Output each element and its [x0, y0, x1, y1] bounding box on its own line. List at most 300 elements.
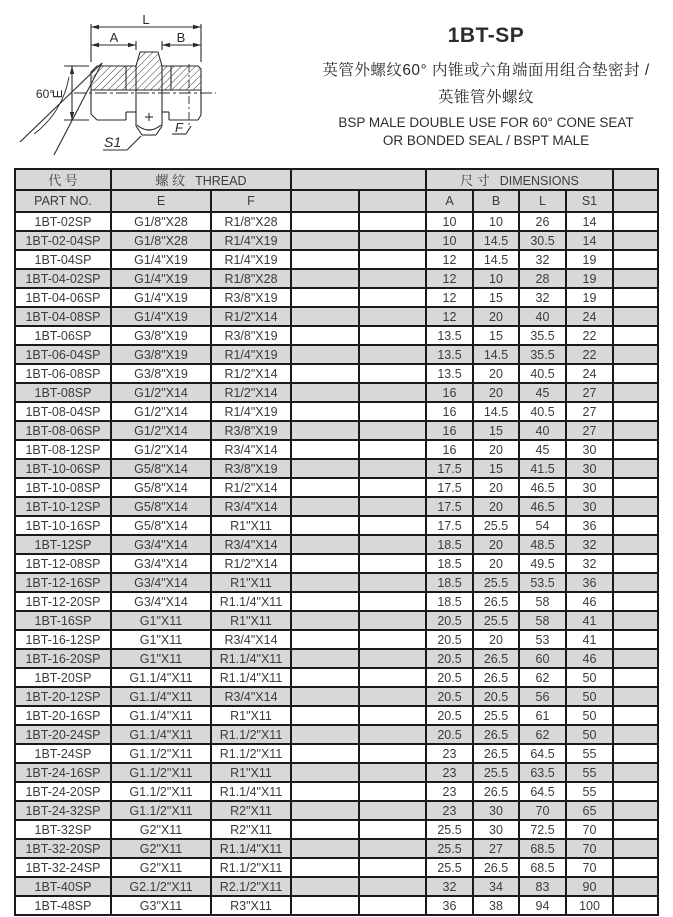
cell-blank	[359, 801, 426, 820]
cell-dim-l: 46.5	[519, 497, 566, 516]
cell-blank	[291, 250, 359, 269]
cell-blank	[613, 554, 658, 573]
cell-thread-e: G2"X11	[111, 839, 211, 858]
cell-dim-a: 25.5	[426, 839, 473, 858]
cell-blank	[613, 839, 658, 858]
cell-blank	[613, 896, 658, 915]
cell-blank	[359, 212, 426, 231]
table-row	[15, 649, 658, 668]
header-part-no-en: PART NO.	[15, 190, 111, 212]
cell-dim-a: 18.5	[426, 554, 473, 573]
table-row	[15, 212, 658, 231]
cell-blank	[359, 630, 426, 649]
cell-part-no: 1BT-02-04SP	[15, 231, 111, 250]
cell-blank	[291, 554, 359, 573]
cell-dim-b: 27	[473, 839, 519, 858]
cell-dim-a: 25.5	[426, 858, 473, 877]
cell-thread-e: G1.1/2"X11	[111, 763, 211, 782]
cell-part-no: 1BT-20-24SP	[15, 725, 111, 744]
cell-dim-s1: 50	[566, 687, 613, 706]
table-row	[15, 573, 658, 592]
cell-thread-e: G1/4"X19	[111, 307, 211, 326]
cell-dim-a: 16	[426, 440, 473, 459]
cell-dim-s1: 46	[566, 592, 613, 611]
cell-dim-l: 62	[519, 725, 566, 744]
cell-thread-f: R1/2"X14	[211, 364, 291, 383]
cell-blank	[613, 364, 658, 383]
cell-part-no: 1BT-06-04SP	[15, 345, 111, 364]
cell-dim-a: 20.5	[426, 649, 473, 668]
cell-dim-s1: 100	[566, 896, 613, 915]
table-header	[15, 169, 658, 212]
cell-dim-s1: 27	[566, 402, 613, 421]
cell-dim-b: 14.5	[473, 402, 519, 421]
cell-dim-s1: 30	[566, 459, 613, 478]
cell-dim-a: 20.5	[426, 687, 473, 706]
cell-blank	[613, 421, 658, 440]
cell-blank	[613, 706, 658, 725]
cell-thread-f: R2"X11	[211, 820, 291, 839]
header-thread-group: 螺 纹 THREAD	[111, 169, 291, 190]
cell-blank	[613, 858, 658, 877]
cell-blank	[291, 839, 359, 858]
cell-dim-b: 15	[473, 421, 519, 440]
cell-dim-a: 23	[426, 744, 473, 763]
cell-dim-l: 40.5	[519, 402, 566, 421]
cell-part-no: 1BT-10-08SP	[15, 478, 111, 497]
cell-dim-a: 12	[426, 250, 473, 269]
spec-table	[14, 168, 659, 916]
cell-blank	[359, 535, 426, 554]
cell-blank	[359, 763, 426, 782]
cell-dim-a: 20.5	[426, 706, 473, 725]
cell-thread-f: R3/4"X14	[211, 535, 291, 554]
cell-blank	[359, 516, 426, 535]
cell-dim-a: 17.5	[426, 516, 473, 535]
cell-dim-l: 58	[519, 611, 566, 630]
cell-dim-a: 12	[426, 307, 473, 326]
cell-blank	[613, 516, 658, 535]
cell-dim-s1: 32	[566, 535, 613, 554]
cell-part-no: 1BT-12-16SP	[15, 573, 111, 592]
subtitle-english-line1: BSP MALE DOUBLE USE FOR 60° CONE SEAT	[338, 115, 634, 130]
cell-dim-b: 26.5	[473, 725, 519, 744]
cell-blank	[359, 231, 426, 250]
cell-blank	[359, 307, 426, 326]
cell-dim-b: 14.5	[473, 250, 519, 269]
cell-blank	[359, 744, 426, 763]
cell-blank	[613, 459, 658, 478]
cell-dim-b: 34	[473, 877, 519, 896]
cell-dim-l: 83	[519, 877, 566, 896]
cell-dim-l: 35.5	[519, 326, 566, 345]
cell-thread-f: R1/4"X19	[211, 402, 291, 421]
cell-blank	[359, 649, 426, 668]
cell-blank	[291, 725, 359, 744]
cell-dim-s1: 19	[566, 250, 613, 269]
table-row	[15, 383, 658, 402]
cell-blank	[359, 858, 426, 877]
cell-blank	[359, 478, 426, 497]
cell-dim-l: 45	[519, 440, 566, 459]
cell-dim-l: 63.5	[519, 763, 566, 782]
header-col-e: E	[111, 190, 211, 212]
cell-dim-a: 18.5	[426, 535, 473, 554]
cell-dim-b: 15	[473, 459, 519, 478]
cell-thread-e: G2.1/2"X11	[111, 877, 211, 896]
cell-thread-e: G5/8"X14	[111, 478, 211, 497]
cell-thread-f: R1.1/4"X11	[211, 649, 291, 668]
table-row	[15, 782, 658, 801]
cell-thread-e: G1/4"X19	[111, 250, 211, 269]
cell-dim-l: 72.5	[519, 820, 566, 839]
cell-dim-a: 13.5	[426, 364, 473, 383]
cell-blank	[291, 801, 359, 820]
cell-dim-l: 48.5	[519, 535, 566, 554]
cell-dim-s1: 50	[566, 668, 613, 687]
cell-blank	[291, 744, 359, 763]
cell-blank	[291, 858, 359, 877]
cell-dim-b: 25.5	[473, 516, 519, 535]
cell-dim-s1: 70	[566, 839, 613, 858]
cell-thread-f: R1.1/2"X11	[211, 858, 291, 877]
cell-dim-l: 61	[519, 706, 566, 725]
cell-dim-b: 26.5	[473, 858, 519, 877]
table-row	[15, 364, 658, 383]
cell-thread-e: G1/2"X14	[111, 440, 211, 459]
cell-thread-f: R1"X11	[211, 706, 291, 725]
cell-dim-s1: 27	[566, 383, 613, 402]
cell-blank	[613, 744, 658, 763]
table-row	[15, 877, 658, 896]
cell-blank	[291, 440, 359, 459]
cell-dim-a: 17.5	[426, 478, 473, 497]
dim-label-f: F	[175, 120, 183, 135]
cell-dim-b: 10	[473, 212, 519, 231]
cell-dim-b: 25.5	[473, 706, 519, 725]
cell-blank	[359, 459, 426, 478]
table-row	[15, 554, 658, 573]
cell-dim-s1: 70	[566, 820, 613, 839]
table-row	[15, 478, 658, 497]
cell-dim-a: 20.5	[426, 725, 473, 744]
cell-blank	[613, 402, 658, 421]
cell-blank	[291, 231, 359, 250]
cell-part-no: 1BT-16SP	[15, 611, 111, 630]
cell-part-no: 1BT-06-08SP	[15, 364, 111, 383]
table-row	[15, 535, 658, 554]
cell-dim-b: 26.5	[473, 744, 519, 763]
cell-part-no: 1BT-16-20SP	[15, 649, 111, 668]
cell-thread-e: G1/8"X28	[111, 231, 211, 250]
cell-part-no: 1BT-16-12SP	[15, 630, 111, 649]
cell-blank	[291, 269, 359, 288]
cell-thread-f: R1/2"X14	[211, 383, 291, 402]
cell-part-no: 1BT-08-04SP	[15, 402, 111, 421]
cell-blank	[359, 896, 426, 915]
cell-blank	[291, 877, 359, 896]
cell-dim-l: 32	[519, 250, 566, 269]
cell-blank	[359, 782, 426, 801]
cell-blank	[291, 516, 359, 535]
cell-dim-b: 20	[473, 535, 519, 554]
cell-blank	[291, 212, 359, 231]
cell-dim-s1: 90	[566, 877, 613, 896]
cell-blank	[359, 687, 426, 706]
cell-dim-s1: 22	[566, 345, 613, 364]
cell-part-no: 1BT-04-02SP	[15, 269, 111, 288]
cell-dim-s1: 30	[566, 478, 613, 497]
cell-thread-f: R1"X11	[211, 763, 291, 782]
cell-thread-f: R3/4"X14	[211, 687, 291, 706]
page-title: 1BT-SP	[447, 24, 525, 47]
cell-part-no: 1BT-40SP	[15, 877, 111, 896]
cell-thread-f: R1/4"X19	[211, 231, 291, 250]
header-col-f: F	[211, 190, 291, 212]
cell-dim-s1: 50	[566, 725, 613, 744]
cell-dim-l: 94	[519, 896, 566, 915]
cell-dim-l: 30.5	[519, 231, 566, 250]
cell-dim-b: 26.5	[473, 668, 519, 687]
cell-thread-e: G2"X11	[111, 858, 211, 877]
cell-thread-e: G1.1/2"X11	[111, 801, 211, 820]
cell-part-no: 1BT-12-08SP	[15, 554, 111, 573]
cell-dim-l: 56	[519, 687, 566, 706]
header-blank-3	[613, 190, 658, 212]
dim-label-b: B	[176, 30, 186, 45]
cell-blank	[291, 630, 359, 649]
cell-dim-a: 23	[426, 782, 473, 801]
cell-dim-a: 12	[426, 269, 473, 288]
cell-dim-a: 18.5	[426, 592, 473, 611]
cell-blank	[613, 478, 658, 497]
cell-dim-l: 60	[519, 649, 566, 668]
cell-blank	[613, 307, 658, 326]
cell-dim-s1: 41	[566, 611, 613, 630]
cell-dim-l: 49.5	[519, 554, 566, 573]
cell-dim-b: 38	[473, 896, 519, 915]
cell-dim-l: 26	[519, 212, 566, 231]
cell-blank	[359, 573, 426, 592]
cell-blank	[291, 592, 359, 611]
cell-blank	[613, 250, 658, 269]
table-row	[15, 668, 658, 687]
cell-blank	[359, 725, 426, 744]
cell-dim-a: 10	[426, 231, 473, 250]
cell-dim-b: 20	[473, 497, 519, 516]
cell-thread-f: R3/4"X14	[211, 630, 291, 649]
cell-blank	[291, 345, 359, 364]
cell-dim-b: 26.5	[473, 592, 519, 611]
table-body	[15, 212, 658, 915]
cell-blank	[613, 269, 658, 288]
cell-dim-l: 68.5	[519, 858, 566, 877]
cell-thread-f: R1"X11	[211, 573, 291, 592]
cell-dim-s1: 24	[566, 364, 613, 383]
cell-part-no: 1BT-24-32SP	[15, 801, 111, 820]
cell-thread-f: R1/2"X14	[211, 307, 291, 326]
cell-blank	[613, 592, 658, 611]
cell-thread-f: R2.1/2"X11	[211, 877, 291, 896]
header-col-b: B	[473, 190, 519, 212]
cell-blank	[359, 497, 426, 516]
cell-thread-e: G5/8"X14	[111, 497, 211, 516]
cell-blank	[291, 364, 359, 383]
cell-thread-e: G3/4"X14	[111, 535, 211, 554]
cell-dim-s1: 41	[566, 630, 613, 649]
cell-dim-l: 64.5	[519, 744, 566, 763]
cell-thread-e: G1/8"X28	[111, 212, 211, 231]
table-row	[15, 896, 658, 915]
cell-part-no: 1BT-32-20SP	[15, 839, 111, 858]
cell-thread-f: R1/2"X14	[211, 554, 291, 573]
table-row	[15, 858, 658, 877]
cell-thread-e: G3/8"X19	[111, 326, 211, 345]
cell-blank	[613, 725, 658, 744]
cell-part-no: 1BT-20-16SP	[15, 706, 111, 725]
cell-dim-s1: 50	[566, 706, 613, 725]
cell-blank	[359, 611, 426, 630]
cell-thread-f: R1.1/4"X11	[211, 839, 291, 858]
cell-dim-b: 14.5	[473, 231, 519, 250]
cell-blank	[291, 706, 359, 725]
table-row	[15, 516, 658, 535]
cell-dim-l: 28	[519, 269, 566, 288]
cell-dim-l: 62	[519, 668, 566, 687]
cell-blank	[613, 649, 658, 668]
header-blank-group	[291, 169, 426, 190]
cell-dim-l: 53	[519, 630, 566, 649]
table-row	[15, 497, 658, 516]
cell-part-no: 1BT-04SP	[15, 250, 111, 269]
table-row	[15, 459, 658, 478]
cell-blank	[291, 820, 359, 839]
cell-dim-l: 45	[519, 383, 566, 402]
cell-blank	[291, 288, 359, 307]
cell-blank	[291, 383, 359, 402]
cell-blank	[359, 402, 426, 421]
cell-blank	[613, 535, 658, 554]
cell-blank	[359, 554, 426, 573]
dim-label-l: L	[142, 14, 150, 27]
cell-thread-e: G1"X11	[111, 611, 211, 630]
cell-thread-e: G1.1/4"X11	[111, 668, 211, 687]
cell-blank	[613, 345, 658, 364]
cell-blank	[613, 877, 658, 896]
cell-thread-f: R3/8"X19	[211, 288, 291, 307]
cell-part-no: 1BT-24-16SP	[15, 763, 111, 782]
cell-dim-l: 53.5	[519, 573, 566, 592]
table-row	[15, 820, 658, 839]
cell-dim-s1: 65	[566, 801, 613, 820]
cell-dim-l: 35.5	[519, 345, 566, 364]
cell-dim-a: 12	[426, 288, 473, 307]
cell-blank	[359, 345, 426, 364]
cell-part-no: 1BT-08-06SP	[15, 421, 111, 440]
cell-blank	[613, 573, 658, 592]
cell-dim-a: 36	[426, 896, 473, 915]
cell-blank	[613, 383, 658, 402]
cell-thread-e: G3/8"X19	[111, 364, 211, 383]
cell-dim-s1: 27	[566, 421, 613, 440]
cell-blank	[613, 782, 658, 801]
cell-blank	[359, 288, 426, 307]
cell-dim-s1: 55	[566, 763, 613, 782]
table-row	[15, 744, 658, 763]
cell-blank	[613, 763, 658, 782]
cell-dim-l: 68.5	[519, 839, 566, 858]
cell-thread-f: R1.1/4"X11	[211, 668, 291, 687]
cell-blank	[359, 250, 426, 269]
cell-thread-f: R3/8"X19	[211, 326, 291, 345]
cell-dim-a: 20.5	[426, 611, 473, 630]
cell-part-no: 1BT-04-06SP	[15, 288, 111, 307]
cell-blank	[291, 782, 359, 801]
cell-dim-b: 20	[473, 364, 519, 383]
cell-blank	[359, 440, 426, 459]
cell-part-no: 1BT-32SP	[15, 820, 111, 839]
cell-blank	[613, 326, 658, 345]
cell-part-no: 1BT-08-12SP	[15, 440, 111, 459]
table-row	[15, 402, 658, 421]
header-dimensions-group: 尺 寸 DIMENSIONS	[426, 169, 613, 190]
cell-thread-e: G1/2"X14	[111, 402, 211, 421]
cell-dim-s1: 36	[566, 516, 613, 535]
cell-dim-b: 14.5	[473, 345, 519, 364]
cell-dim-s1: 70	[566, 858, 613, 877]
cell-thread-f: R1/8"X28	[211, 212, 291, 231]
cell-blank	[613, 611, 658, 630]
cell-dim-s1: 22	[566, 326, 613, 345]
cell-thread-e: G3"X11	[111, 896, 211, 915]
cell-thread-e: G1.1/4"X11	[111, 725, 211, 744]
cell-blank	[291, 611, 359, 630]
cell-thread-f: R1"X11	[211, 516, 291, 535]
cell-dim-a: 23	[426, 763, 473, 782]
table-row	[15, 687, 658, 706]
cell-dim-b: 25.5	[473, 763, 519, 782]
subtitle-english-line2: OR BONDED SEAL / BSPT MALE	[382, 133, 590, 148]
cell-blank	[291, 459, 359, 478]
cell-dim-b: 15	[473, 326, 519, 345]
cell-part-no: 1BT-48SP	[15, 896, 111, 915]
cell-blank	[359, 269, 426, 288]
hex-face-arc	[137, 125, 161, 130]
table-row	[15, 630, 658, 649]
cell-thread-e: G3/4"X14	[111, 554, 211, 573]
cell-blank	[291, 763, 359, 782]
cell-thread-e: G1.1/2"X11	[111, 782, 211, 801]
cell-blank	[613, 288, 658, 307]
cell-blank	[613, 668, 658, 687]
table-row	[15, 763, 658, 782]
cell-thread-f: R3/8"X19	[211, 459, 291, 478]
cell-part-no: 1BT-10-16SP	[15, 516, 111, 535]
cell-blank	[359, 839, 426, 858]
cell-thread-e: G2"X11	[111, 820, 211, 839]
cell-blank	[359, 592, 426, 611]
cell-dim-b: 10	[473, 269, 519, 288]
cell-dim-s1: 46	[566, 649, 613, 668]
cell-dim-b: 25.5	[473, 573, 519, 592]
cell-dim-l: 32	[519, 288, 566, 307]
cell-thread-f: R1"X11	[211, 611, 291, 630]
cell-dim-b: 26.5	[473, 782, 519, 801]
cell-dim-s1: 14	[566, 231, 613, 250]
cell-part-no: 1BT-08SP	[15, 383, 111, 402]
cell-blank	[291, 668, 359, 687]
cell-part-no: 1BT-24-20SP	[15, 782, 111, 801]
